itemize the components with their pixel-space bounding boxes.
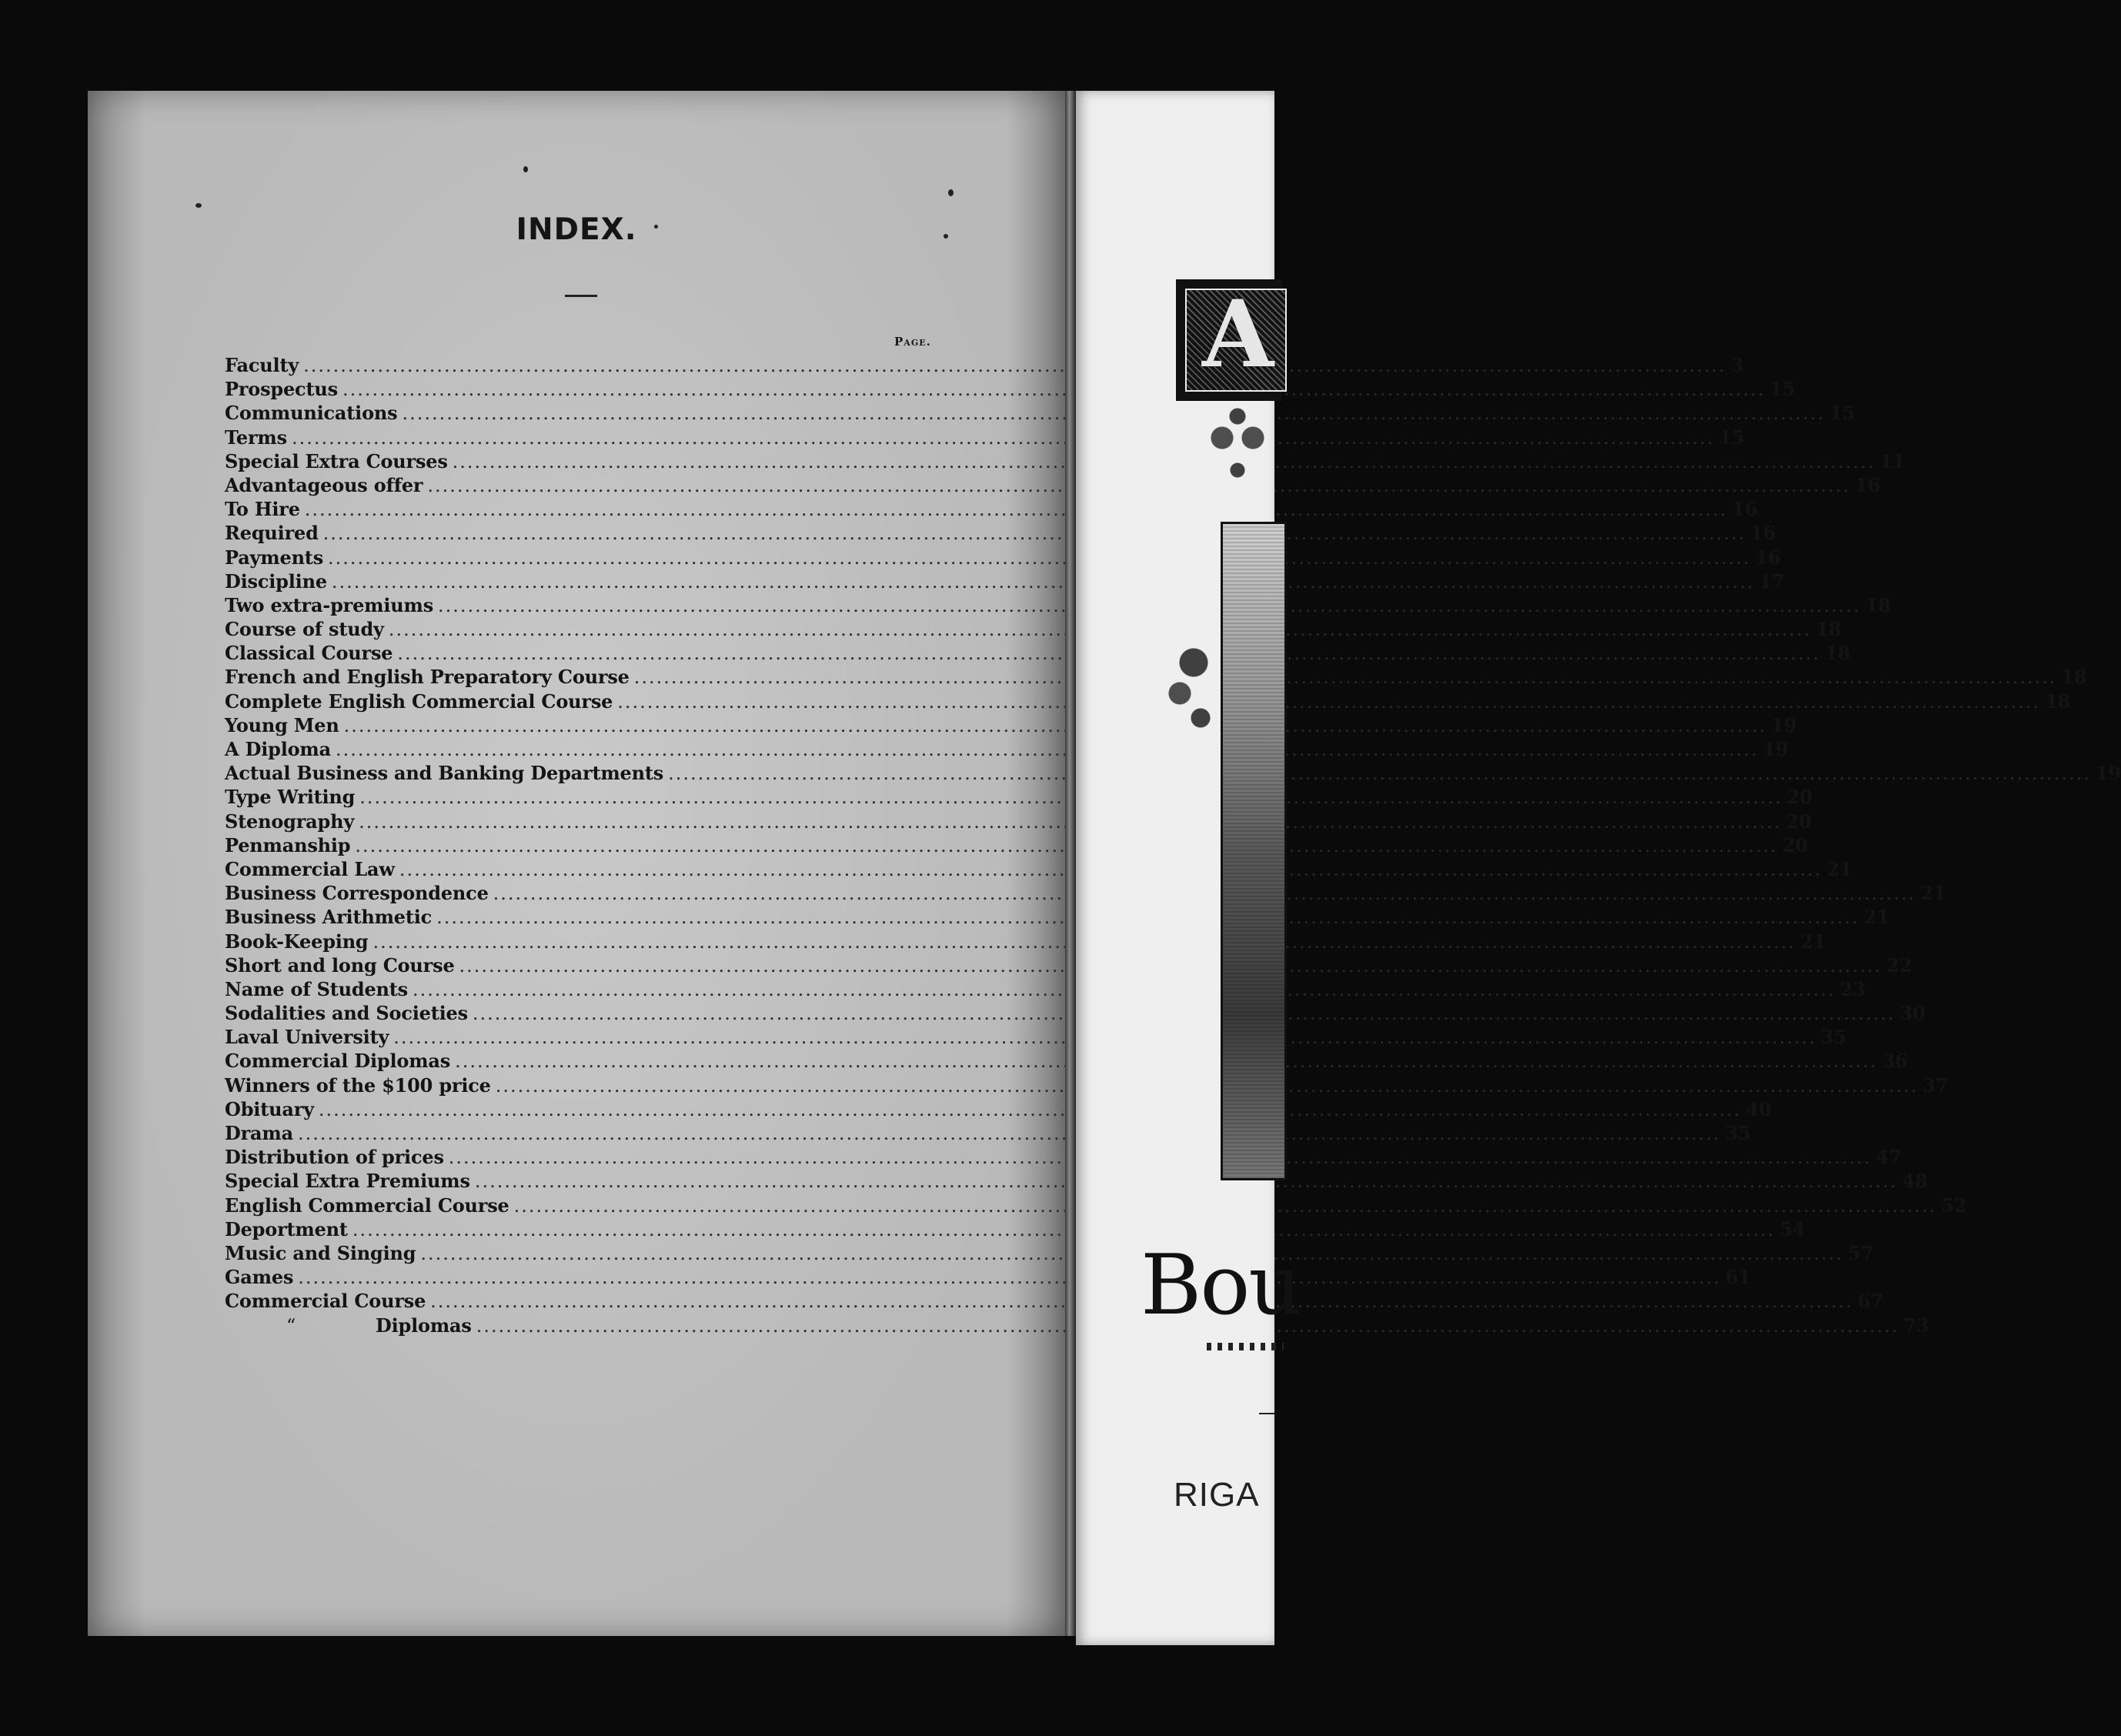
index-entry-page: 52 [1941,1194,1967,1217]
index-entry-page: 19 [2095,762,2121,785]
index-entry-page: 11 [1879,449,1906,472]
index-entry [225,930,1826,954]
index-entry-page: 17 [1759,569,1785,593]
index-entry-label: Young Men [225,713,339,736]
index-entry-label: Terms [225,426,287,449]
ornament-icon [1199,395,1276,502]
leader-dots [292,427,1715,449]
index-entry-label: To Hire [225,498,300,521]
index-entry-label: Type Writing [225,786,356,809]
title-page-fragment [1076,91,1301,1645]
index-entry-label: Advantageous offer [225,473,423,496]
index-entry-label: Course of study [225,618,384,641]
index-entry-page: 20 [1787,786,1812,809]
index-entry-label: Drama [225,1122,293,1144]
index-entry [225,473,1881,498]
index-entry [225,498,1758,522]
index-entry-page: 35 [1725,1122,1751,1144]
index-entry-label: Payments [225,546,324,569]
index-entry-page: 22 [1886,953,1912,976]
decorated-initial [1176,279,1282,401]
index-entry [225,1217,1805,1242]
index-entry-label: Commercial Law [225,857,395,880]
leader-dots [352,1219,1775,1240]
index-entry [225,977,1865,1002]
index-entry [225,1241,1874,1266]
index-entry-label: Music and Singing [225,1241,416,1264]
index-entry-page: 36 [1882,1050,1908,1073]
index-entry [225,762,2121,786]
index-entry-page: 30 [1899,1002,1926,1025]
index-entry-label: Special Extra Premiums [225,1170,470,1193]
index-entry-page: 18 [2044,689,2070,713]
index-entry-label: English Commercial Course [225,1194,509,1217]
index-entry [225,569,1785,594]
index-entry-page: 73 [1903,1314,1929,1337]
index-entry-page: 67 [1857,1290,1883,1313]
index-entry-label: Business Correspondence [225,882,489,905]
index-entry-label: Discipline [225,569,327,593]
ditto-mark: “ [286,1314,296,1337]
index-entry [225,402,1855,426]
index-entry-page: 16 [1755,546,1781,569]
index-entry-label: Special Extra Courses [225,449,448,472]
index-entry-label: Obituary [225,1097,314,1120]
index-entry-page: 15 [1769,378,1795,401]
index-entry-label: Required [225,522,319,545]
index-entry-label: Actual Business and Banking Departments [225,762,664,785]
page-column-header: Page. [894,335,931,349]
index-entry-page: 37 [1922,1073,1949,1097]
index-entry [225,906,1889,930]
ink-speck [654,225,658,229]
index-entry-page: 19 [1771,713,1797,736]
index-entry-label: Games [225,1266,294,1289]
index-entry-page: 35 [1820,1026,1846,1049]
initial-letter: A [1202,280,1274,389]
subheading-fragment: RIGA [1174,1476,1260,1514]
index-entry [225,786,1812,810]
index-entry-label: Prospectus [225,378,338,401]
index-entry-page: 21 [1863,906,1889,929]
leader-dots [319,1099,1742,1120]
index-entry-page: 20 [1785,810,1812,833]
index-entry-page: 47 [1875,1146,1902,1169]
leader-dots [298,1123,1721,1144]
index-entry-label: Distribution of prices [225,1146,444,1169]
leader-dots [617,691,2040,713]
index-entry-label: French and English Preparatory Course [225,666,630,689]
index-entry [225,1314,1929,1338]
index-entry [225,1073,1949,1098]
index-entry-label: Laval University [225,1026,389,1049]
page-title: INDEX. [516,212,637,247]
leader-dots [305,499,1728,520]
title-rule [565,295,597,297]
index-entry [225,1194,1967,1218]
index-entry [225,618,1842,642]
index-entry [225,426,1745,450]
index-entry-page: 21 [1826,857,1852,880]
leader-dots [668,763,2091,784]
index-entry-label: Commercial Course [225,1290,426,1313]
index-entry [225,689,2070,714]
ornament-icon [1159,626,1228,749]
index-entry-page: 48 [1902,1170,1928,1193]
index-entry-label: Complete English Commercial Course [225,689,613,713]
leader-dots [336,739,1759,760]
index-entry [225,1170,1928,1194]
index-entry [225,1266,1751,1290]
index-entry [225,522,1776,546]
index-entry-label: A Diploma [225,738,331,760]
index-entry [225,354,1744,378]
index-entry [225,953,1912,978]
index-entry [225,810,1812,834]
index-entry [225,738,1789,762]
ink-speck [948,189,954,196]
index-entry-page: 18 [1865,593,1891,616]
title-heading-fragment: Bou [1141,1237,1301,1334]
index-entry-label: Penmanship [225,833,351,856]
index-entry-label: Short and long Course [225,953,455,976]
leader-dots [332,571,1755,593]
index-entry [225,1146,1902,1170]
index-entry-page: 61 [1725,1266,1751,1289]
leader-dots [298,1267,1721,1288]
index-entry [225,666,2087,689]
ink-speck [944,234,948,239]
index-entry [225,713,1797,738]
index-entry-page: 21 [1800,930,1826,953]
index-entry [225,882,1946,906]
index-entry-page: 40 [1745,1097,1772,1120]
index-entry [225,642,1851,666]
index-entry [225,833,1809,858]
index-entry-page: 19 [1762,738,1789,760]
index-entry-page: 18 [1815,618,1842,641]
index-entry-label [225,1314,472,1337]
index-entry [225,857,1852,882]
leader-dots [323,522,1746,544]
leader-dots [328,547,1751,569]
index-entry-page: 15 [1719,426,1745,449]
index-entry-page: 54 [1779,1217,1805,1240]
index-entry-page: 20 [1782,833,1809,856]
index-entry [225,1050,1908,1073]
ink-speck [523,166,528,172]
index-entry [225,378,1795,402]
index-entry [225,1122,1751,1146]
index-entry-page: 16 [1855,473,1881,496]
index-entry [225,1290,1883,1314]
leader-dots [342,379,1765,400]
index-entry-page: 15 [1829,402,1855,425]
index-entry-label: Commercial Diplomas [225,1050,451,1073]
divider [1259,1413,1274,1414]
index-entry-label: Sodalities and Societies [225,1002,468,1025]
index-entry-label: Stenography [225,810,355,833]
index-entry [225,546,1781,570]
index-entry-label: Communications [225,402,398,425]
index-entry-label: Business Arithmetic [225,906,433,929]
index-entry-text: Diplomas [376,1314,472,1337]
index-entry-page: 16 [1750,522,1776,545]
engraving-illustration [1221,522,1287,1180]
index-entry-page: 21 [1920,882,1946,905]
index-entry [225,449,1906,474]
index-entry-label: Classical Course [225,642,393,665]
index-entry-label: Two extra-premiums [225,593,434,616]
index-entry-page: 18 [2061,666,2087,689]
index-entry-label: Winners of the $100 price [225,1073,491,1097]
index-entry [225,1026,1846,1050]
index-entry-label: Faculty [225,354,299,376]
book-gutter [1065,91,1076,1636]
leader-dots [303,355,1726,376]
index-entry-label: Name of Students [225,977,408,1000]
index-entry-label: Deportment [225,1217,348,1240]
index-entry-label: Book-Keeping [225,930,369,953]
index-entry-page: 3 [1730,354,1744,376]
index-entry-page: 16 [1732,498,1758,521]
index-entry [225,1097,1772,1122]
index-entry-page: 18 [1825,642,1851,665]
leader-dots [634,666,2057,688]
index-entry [225,1002,1926,1026]
ink-speck [195,203,202,208]
index-entry-page: 23 [1839,977,1865,1000]
index-entry-page: 57 [1848,1241,1874,1264]
index-entry [225,593,1891,618]
leader-dots [344,715,1767,736]
decorative-border [1207,1343,1284,1350]
